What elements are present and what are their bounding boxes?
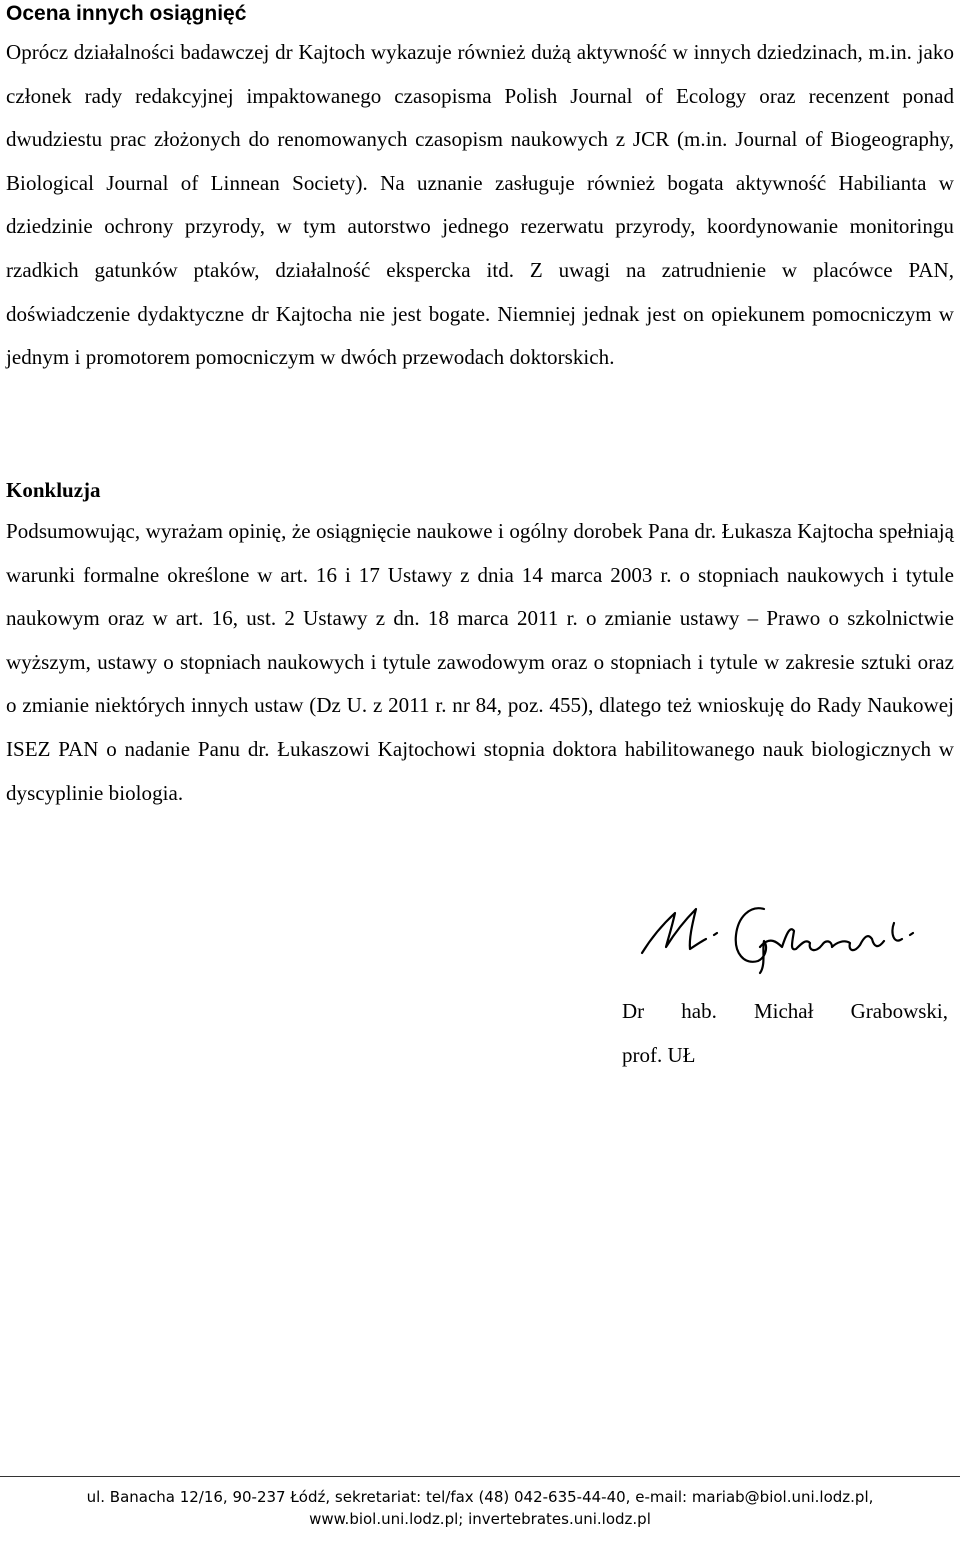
signature-stroke-rabowski [760, 929, 884, 950]
section-heading-other-achievements: Ocena innych osiągnięć [6, 2, 247, 25]
other-achievements-paragraph: Oprócz działalności badawczej dr Kajtoch wykazuje również dużą aktywność w innych dziedzinach, m.in. jako członek rady redakcyjnej impaktowanego czasopisma Polish Journal of Ecology oraz recenzent ponad dwudziestu prac złożonych do renomowanych czasopism naukowych z JCR (m.in. Journal of Biogeography, Biological Journal of Linnean Society). Na uznanie zasługuje również bogata aktywność Habilianta w dziedzinie ochrony przyrody, w tym autorstwo jednego rezerwatu przyrody, koordynowanie monitoringu rzadkich gatunków ptaków, działalność ekspercka itd. Z uwagi na zatrudnienie w placówce PAN, doświadczenie dydaktyczne dr Kajtocha nie jest bogate. Niemniej jednak jest on opiekunem pomocniczym w jednym i promotorem pomocniczym w dwóch przewodach doktorskich. [6, 40, 954, 370]
signer-block [622, 990, 948, 1077]
signer-name: Dr hab. Michał Grabowski, [622, 999, 948, 1023]
footer [0, 1486, 960, 1530]
signer-title: prof. UŁ [622, 1042, 696, 1067]
signature-stroke-g [736, 908, 766, 973]
handwritten-signature [640, 895, 940, 975]
conclusion-paragraph: Podsumowując, wyrażam opinię, że osiągnięcie naukowe i ogólny dorobek Pana dr. Łukasza Kajtocha spełniają warunki formalne określone w art. 16 i 17 Ustawy z dnia 14 marca 2003 r. o stopniach naukowych i tytule naukowym oraz w art. 16, ust. 2 Ustawy z dn. 18 marca 2011 r. o zmianie ustawy – Prawo o szkolnictwie wyższym, ustawy o stopniach naukowych i tytule zawodowym oraz o stopniach i tytule w zakresie sztuki oraz o zmianie niektórych innych ustaw (Dz U. z 2011 r. nr 84, poz. 455), dlatego też wnioskuję do Rady Naukowej ISEZ PAN o nadanie Panu dr. Łukaszowi Kajtochowi stopnia doktora habilitowanego nauk biologicznych w dyscyplinie biologia. [6, 519, 954, 805]
signature-stroke-m [642, 909, 706, 953]
signature-stroke-dot [714, 933, 717, 935]
document-page [6, 0, 954, 805]
footer-divider [0, 1476, 960, 1477]
footer-websites: www.biol.uni.lodz.pl; invertebrates.uni.lodz.pl [309, 1510, 651, 1528]
signature-stroke-tail [892, 923, 913, 941]
section-heading-conclusion: Konkluzja [6, 478, 101, 502]
footer-address: ul. Banacha 12/16, 90-237 Łódź, sekretariat: tel/fax (48) 042-635-44-40, e-mail: mariab@biol.uni.lodz.pl, [86, 1488, 874, 1506]
